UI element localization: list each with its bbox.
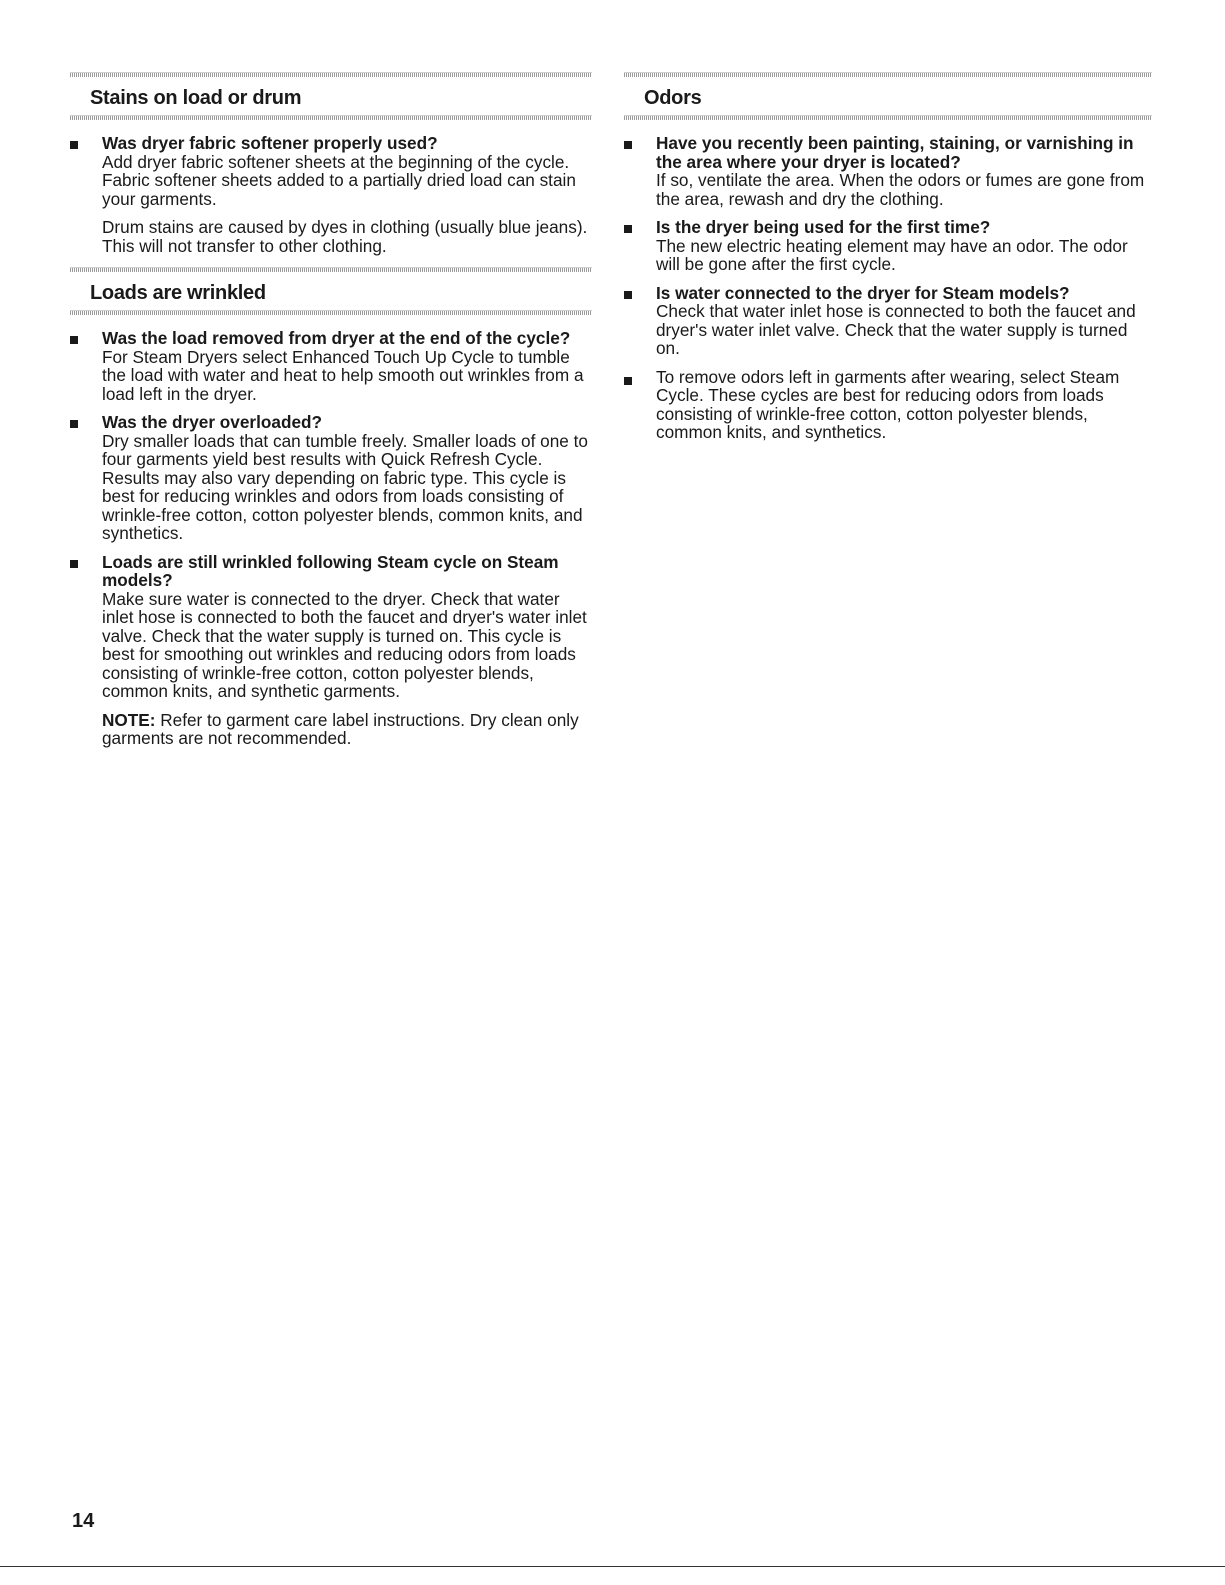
answer: Make sure water is connected to the dryer. Check that water inlet hose is connected to both the faucet and dryer's water inlet valve. Check that the water supply is turned on. This cycle is best for smoothing out wrinkles and reducing odors from loads consisting of wrinkle-free cotton, cotton polyester blends, common knits, and synthetic garments. — [102, 588, 587, 701]
square-bullet-icon — [70, 141, 78, 149]
question: Was the load removed from dryer at the end of the cycle? — [102, 328, 571, 348]
square-bullet-icon — [70, 560, 78, 568]
section-stains — [70, 72, 592, 255]
answer: The new electric heating element may have an odor. The odor will be gone after the first cycle. — [656, 235, 1128, 274]
list-item — [624, 134, 1152, 208]
list-item — [624, 218, 1152, 274]
note-label: NOTE: — [102, 709, 156, 730]
answer-extra: Drum stains are caused by dyes in clothing (usually blue jeans). This will not transfer to other clothing. — [102, 217, 588, 256]
section-odors — [624, 72, 1152, 442]
list-item — [70, 134, 592, 255]
question: Is water connected to the dryer for Steam models? — [656, 282, 1070, 303]
question: Is the dryer being used for the first time? — [656, 217, 991, 237]
section-rule-bottom — [624, 115, 1152, 120]
square-bullet-icon — [624, 377, 632, 385]
answer: If so, ventilate the area. When the odors or fumes are gone from the area, rewash and dry the clothing. — [656, 170, 1145, 209]
answer: For Steam Dryers select Enhanced Touch Up Cycle to tumble the load with water and heat to help smooth out wrinkles from a load left in the dryer. — [102, 346, 584, 404]
troubleshoot-list — [70, 134, 592, 255]
list-item — [70, 329, 592, 403]
troubleshoot-list — [624, 134, 1152, 442]
page-bottom-rule — [0, 1566, 1225, 1567]
square-bullet-icon — [624, 141, 632, 149]
section-title: Loads are wrinkled — [90, 282, 266, 304]
section-title: Odors — [644, 87, 702, 109]
page-number: 14 — [72, 1510, 95, 1532]
answer: Dry smaller loads that can tumble freely. Smaller loads of one to four garments yield best results with Quick Refresh Cycle. Results may also vary depending on fabric type. This cycle is best for reducing wrinkles and odors from loads consisting of wrinkle-free cotton, cotton polyester blends, common knits, and synthetics. — [102, 430, 588, 543]
question: Was dryer fabric softener properly used? — [102, 133, 438, 153]
section-title: Stains on load or drum — [90, 87, 302, 109]
square-bullet-icon — [624, 225, 632, 233]
left-column — [70, 72, 592, 758]
right-column — [624, 72, 1152, 452]
troubleshoot-list — [70, 329, 592, 748]
list-item — [70, 553, 592, 748]
note-text: Refer to garment care label instructions. Dry clean only garments are not recommended. — [102, 709, 579, 748]
note — [102, 711, 592, 748]
list-item — [624, 368, 1152, 442]
section-rule-bottom — [70, 310, 592, 315]
list-item — [70, 413, 592, 543]
section-rule-bottom — [70, 115, 592, 120]
answer: Add dryer fabric softener sheets at the beginning of the cycle. Fabric softener sheets added to a partially dried load can stain your garments. — [102, 151, 576, 209]
list-item — [624, 284, 1152, 358]
square-bullet-icon — [70, 420, 78, 428]
question: Was the dryer overloaded? — [102, 412, 322, 432]
answer: To remove odors left in garments after wearing, select Steam Cycle. These cycles are best for reducing odors from loads consisting of wrinkle-free cotton, cotton polyester blends, common knits, and synthetics. — [656, 366, 1120, 442]
square-bullet-icon — [624, 291, 632, 299]
section-wrinkled — [70, 267, 592, 748]
question: Have you recently been painting, staining, or varnishing in the area where your dryer is located? — [656, 133, 1134, 172]
square-bullet-icon — [70, 336, 78, 344]
answer: Check that water inlet hose is connected to both the faucet and dryer's water inlet valve. Check that the water supply is turned on. — [656, 301, 1136, 358]
question: Loads are still wrinkled following Steam cycle on Steam models? — [102, 551, 559, 590]
